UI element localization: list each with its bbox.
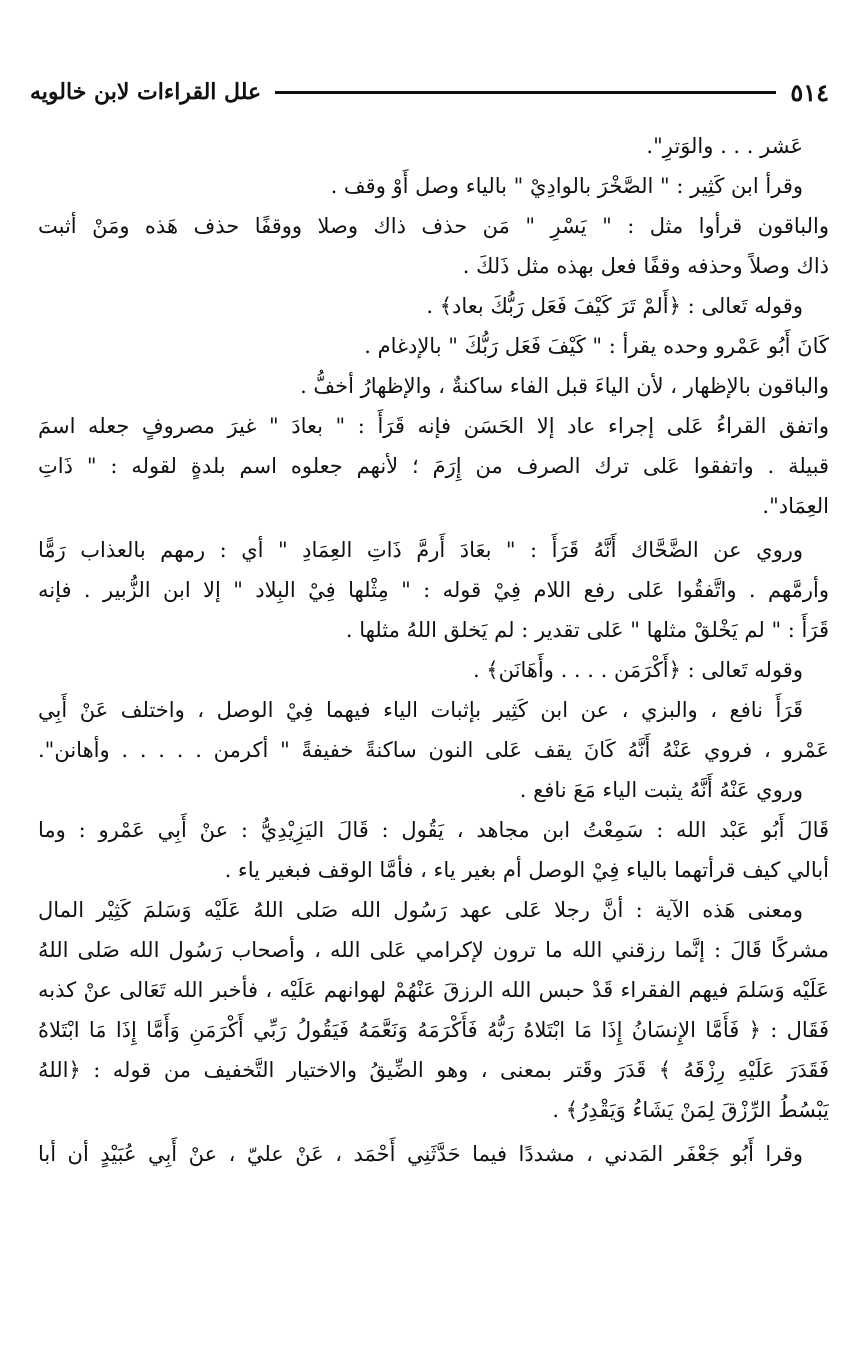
text-line: قَرَأَ : " لم يَخْلقْ مثلها " عَلى تقدير : لم يَخلق اللهُ مثلها . — [345, 618, 829, 642]
text-line: واتفق القراءُ عَلى إجراء عاد إلا الحَسَن فإنه قَرَأَ : " بعادَ " غيرَ مصروفٍ جعله اسمَ — [38, 414, 829, 438]
text-line: عَشر . . . والوَترِ". — [646, 134, 803, 158]
text-line: فَقَال : ﴿ فَأَمَّا الإِنسَانُ إِذَا مَا ابْتَلاهُ رَبُّهُ فَأَكْرَمَهُ وَنَعَّمَهُ فَيَقُولُ رَبِّي أَكْرَمَنِ وَأَمَّا إِذَا مَا ابْتَلاهُ — [38, 1018, 829, 1042]
text-line: أبالي كيف قرأتهما بالياء فِيْ الوصل أم بغير ياء ، فأمَّا الوقف فبغير ياء . — [224, 858, 829, 882]
text-line: ومعنى هَذه الآية : أنَّ رجلا عَلى عهد رَسُول الله صَلى اللهُ عَلَيْه وَسَلمَ كَثِيْر المال — [38, 898, 803, 922]
text-line: والباقون قرأوا مثل : " يَسْرِ " مَن حذف ذاك وصلا ووقفًا حذف هَذه ومَنْ أثبت — [38, 214, 829, 238]
header-rule — [275, 91, 776, 94]
text-line: عَمْرو ، فروي عَنْهُ أَنَّهُ كَانَ يقف عَلى النون ساكنةً خفيفةً " أكرمن . . . . . وأهانن". — [38, 738, 829, 762]
text-line: قَالَ أَبُو عَبْد الله : سَمِعْتُ ابن مجاهد ، يَقُول : قَالَ اليَزِيْدِيُّ : عنْ أَبِي عَمْرو : وما — [38, 818, 829, 842]
text-line: فَقَدَرَ عَلَيْهِ رِزْقَهُ ﴾ قَدَرَ وقَتر بمعنى ، وهو الضِّيقُ والاختيار التَّخفيف من قوله : ﴿اللهُ — [38, 1058, 829, 1082]
text-line: كَانَ أَبُو عَمْرو وحده يقرأ : " كَيْفَ فَعَل رَبُّكَ " بالإدغام . — [364, 334, 829, 358]
text-line: والباقون بالإظهار ، لأن الياءَ قبل الفاء ساكنةٌ ، والإظهارُ أخفُّ . — [300, 374, 829, 398]
text-line: مشركًا قَالَ : إنَّما رزقني الله ما ترون لإكرامي عَلى الله ، وأصحاب رَسُول الله صَلى اللهُ — [38, 938, 829, 962]
text-line: وقرأ ابن كَثِير : " الصَّخْرَ بالوادِيْ " بالياء وصل أَوْ وقف . — [330, 174, 803, 198]
text-line: يَبْسُطُ الرِّزْقَ لِمَنْ يَشَاءُ وَيَقْدِرُ﴾ . — [552, 1098, 829, 1122]
text-line: قَرَأَ نافع ، والبزي ، عن ابن كَثِير بإثبات الياء فيهما فِيْ الوصل ، واختلف عَنْ أَبِي — [38, 698, 803, 722]
page-number: ٥١٤ — [790, 77, 829, 107]
text-line: وأرمَّهم . واتَّفقُوا عَلى رفع اللام فِيْ قوله : " مِثْلها فِيْ البِلاد " إلا ابن الزُّبير . فإنه — [38, 578, 829, 602]
text-line: وروي عن الضَّحَّاك أَنَّهُ قَرَأَ : " بعَادَ أَرمَّ ذَاتِ العِمَادِ " أي : رمهم بالعذاب رَمًّا — [38, 538, 803, 562]
running-title: علل القراءات لابن خالويه — [30, 79, 262, 105]
text-line: ذاك وصلاً وحذفه وقفًا فعل بهذه مثل ذَلكَ . — [462, 254, 829, 278]
text-line: وقوله تَعالى : ﴿أَلمْ تَرَ كَيْفَ فَعَل رَبُّكَ بعاد﴾ . — [426, 294, 803, 318]
text-line: عَلَيْه وَسَلمَ فيهم الفقراء قَدْ حبس الله الرزقَ عَنْهُمْ لهوانهم عَلَيْه ، فأخبر الله تَعَالى عنْ كذبه — [38, 978, 829, 1002]
body-text — [38, 126, 829, 1174]
text-line: العِمَاد". — [762, 494, 829, 518]
page-header — [30, 72, 829, 112]
text-line: وقرا أَبُو جَعْفَر المَدني ، مشددًا فيما حَدَّثَنِي أَحْمَد ، عَنْ عليّ ، عنْ أَبِي عُبَيْدٍ أن أبا — [38, 1142, 803, 1166]
text-line: وروي عَنْهُ أَنَّهُ يثبت الياء مَعَ نافع . — [519, 778, 803, 802]
text-line: وقوله تَعالى : ﴿أَكْرَمَن . . . . وأَهَانَن﴾ . — [472, 658, 803, 682]
text-line: قبيلة . واتفقوا عَلى ترك الصرف من إِرَمَ ؛ لأنهم جعلوه اسم بلدةٍ لقوله : " ذَاتِ — [38, 454, 829, 478]
